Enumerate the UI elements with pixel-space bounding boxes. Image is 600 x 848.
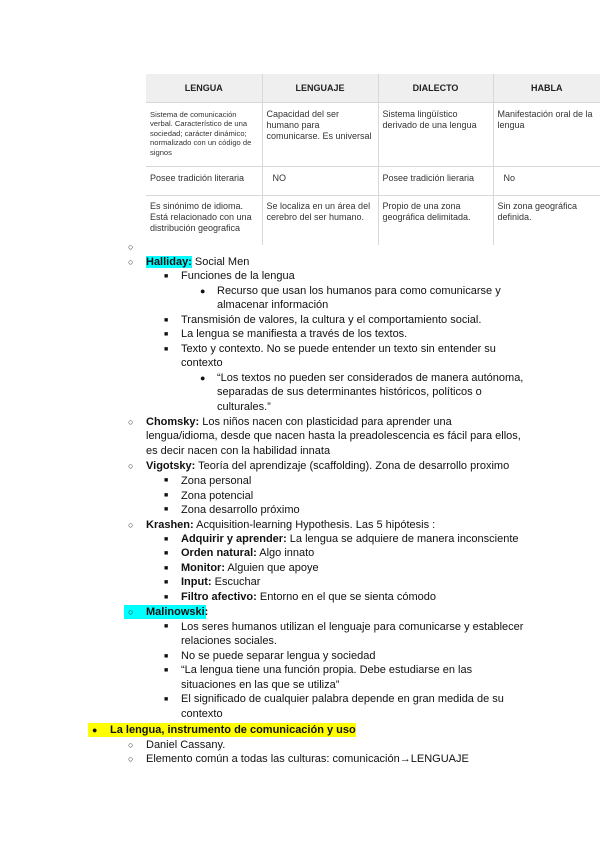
- halliday-desc: Social Men: [191, 256, 250, 268]
- list-item: El significado de cualquier palabra depende en gran medida de su: [181, 693, 504, 705]
- table-cell: Es sinónimo de idioma. Está relacionado con una distribución geografica: [146, 196, 262, 246]
- circle-bullet-icon: ○: [128, 257, 134, 267]
- list-item-halliday: [146, 255, 249, 270]
- list-item-cont: situaciones en las que se utiliza”: [181, 679, 340, 691]
- list-item: [181, 546, 314, 561]
- table-cell: Sistema lingüístico derivado de una lengua: [378, 103, 493, 167]
- square-bullet-icon: ■: [164, 653, 169, 660]
- krashen-desc: Acquisition-learning Hypothesis. Las 5 hipótesis :: [193, 519, 436, 531]
- table-cell: Sin zona geográfica definida.: [493, 196, 600, 246]
- square-bullet-icon: ■: [164, 317, 169, 324]
- dot-bullet-icon: ●: [92, 725, 98, 735]
- comparison-table: [146, 74, 600, 245]
- list-item: Daniel Cassany.: [146, 739, 226, 751]
- list-item: Transmisión de valores, la cultura y el comportamiento social.: [181, 314, 482, 326]
- table-cell: No: [493, 167, 600, 196]
- list-item: [181, 532, 519, 547]
- circle-bullet-icon: ○: [128, 740, 134, 750]
- list-item-cont: culturales.”: [217, 401, 271, 413]
- list-item: [181, 590, 436, 605]
- square-bullet-icon: ■: [164, 536, 169, 543]
- list-item-cont: relaciones sociales.: [181, 635, 277, 647]
- header-lengua: LENGUA: [146, 74, 262, 103]
- square-bullet-icon: ■: [164, 550, 169, 557]
- list-item: “La lengua tiene una función propia. Debe estudiarse en las: [181, 664, 473, 676]
- list-item-cont: separadas de sus determinantes históricos, políticos o: [217, 386, 482, 398]
- table-cell: NO: [262, 167, 378, 196]
- halliday-name: Halliday:: [146, 256, 192, 268]
- section-title: [110, 723, 356, 738]
- list-item: Elemento común a todas las culturas: comunicación→LENGUAJE: [146, 753, 469, 765]
- list-item-cont: contexto: [181, 357, 223, 369]
- list-item: Texto y contexto. No se puede entender un texto sin entender su: [181, 343, 496, 355]
- header-lenguaje: LENGUAJE: [262, 74, 378, 103]
- chomsky-desc: Los niños nacen con plasticidad para aprender una: [199, 416, 452, 428]
- square-bullet-icon: ■: [164, 331, 169, 338]
- hypothesis-text: Algo innato: [256, 547, 315, 559]
- list-item-krashen: [146, 518, 435, 533]
- circle-bullet-icon: ○: [128, 417, 134, 427]
- list-item: Funciones de la lengua: [181, 270, 295, 282]
- krashen-name: Krashen:: [146, 519, 194, 531]
- malinowski-name: Malinowski:: [146, 606, 209, 618]
- circle-bullet-icon: ○: [128, 461, 134, 471]
- hypothesis-term: Orden natural:: [181, 547, 257, 559]
- list-item-cont: es decir nacen con la habilidad innata: [146, 445, 331, 457]
- square-bullet-icon: ■: [164, 477, 169, 484]
- hypothesis-text: Entorno en el que se sienta cómodo: [256, 591, 436, 603]
- list-item-cont: lengua/idioma, desde que nacen hasta la preadolescencia es fácil para ellos,: [146, 430, 521, 442]
- hypothesis-text: Alguien que apoye: [224, 562, 319, 574]
- circle-bullet-icon: ○: [128, 520, 134, 530]
- list-item-cont: contexto: [181, 708, 223, 720]
- list-item: “Los textos no pueden ser considerados de manera autónoma,: [217, 372, 524, 384]
- dot-bullet-icon: ●: [200, 286, 206, 296]
- square-bullet-icon: ■: [164, 579, 169, 586]
- list-item: Recurso que usan los humanos para como comunicarse y: [217, 285, 501, 297]
- square-bullet-icon: ■: [164, 565, 169, 572]
- square-bullet-icon: ■: [164, 492, 169, 499]
- hypothesis-term: Monitor:: [181, 562, 225, 574]
- table-cell: Posee tradición lieraria: [378, 167, 493, 196]
- vigotsky-name: Vigotsky:: [146, 460, 196, 472]
- table-cell: Se localiza en un área del cerebro del ser humano.: [262, 196, 378, 246]
- table-row: [146, 103, 600, 167]
- circle-bullet-icon: ○: [128, 242, 134, 252]
- table-cell: Posee tradición literaria: [146, 167, 262, 196]
- circle-bullet-icon: ○: [128, 754, 134, 764]
- chomsky-name: Chomsky:: [146, 416, 200, 428]
- hypothesis-text: Escuchar: [211, 576, 261, 588]
- square-bullet-icon: ■: [164, 346, 169, 353]
- square-bullet-icon: ■: [164, 667, 169, 674]
- hypothesis-term: Input:: [181, 576, 212, 588]
- hypothesis-term: Adquirir y aprender:: [181, 533, 287, 545]
- table-row: [146, 196, 600, 246]
- circle-bullet-icon: ○: [128, 607, 134, 617]
- section-title-text: La lengua, instrumento de comunicación y uso: [110, 724, 356, 736]
- dot-bullet-icon: ●: [200, 373, 206, 383]
- list-item-vigotsky: [146, 459, 509, 474]
- square-bullet-icon: ■: [164, 273, 169, 280]
- list-item: Zona personal: [181, 475, 252, 487]
- header-dialecto: DIALECTO: [378, 74, 493, 103]
- table-header-row: [146, 74, 600, 103]
- square-bullet-icon: ■: [164, 594, 169, 601]
- list-item: [181, 561, 319, 576]
- table-cell: Capacidad del ser humano para comunicarse. Es universal: [262, 103, 378, 167]
- header-habla: HABLA: [493, 74, 600, 103]
- table-cell: Propio de una zona geográfica delimitada.: [378, 196, 493, 246]
- table-row: [146, 167, 600, 196]
- list-item: Zona potencial: [181, 490, 254, 502]
- list-item: Los seres humanos utilizan el lenguaje para comunicarse y establecer: [181, 621, 524, 633]
- list-item: La lengua se manifiesta a través de los textos.: [181, 328, 408, 340]
- list-item: [181, 575, 260, 590]
- hypothesis-text: La lengua se adquiere de manera inconsciente: [286, 533, 519, 545]
- hypothesis-term: Filtro afectivo:: [181, 591, 257, 603]
- list-item-chomsky: [146, 415, 452, 430]
- list-item: No se puede separar lengua y sociedad: [181, 650, 376, 662]
- square-bullet-icon: ■: [164, 506, 169, 513]
- square-bullet-icon: ■: [164, 696, 169, 703]
- list-item-malinowski: [146, 605, 208, 620]
- square-bullet-icon: ■: [164, 623, 169, 630]
- list-item-cont: almacenar información: [217, 299, 329, 311]
- vigotsky-desc: Teoría del aprendizaje (scaffolding). Zona de desarrollo proximo: [195, 460, 510, 472]
- table-cell: Sistema de comunicación verbal. Característico de una sociedad; carácter dinámico; normalizado con un código de signos: [146, 103, 262, 167]
- table-cell: Manifestación oral de la lengua: [493, 103, 600, 167]
- list-item: Zona desarrollo próximo: [181, 504, 300, 516]
